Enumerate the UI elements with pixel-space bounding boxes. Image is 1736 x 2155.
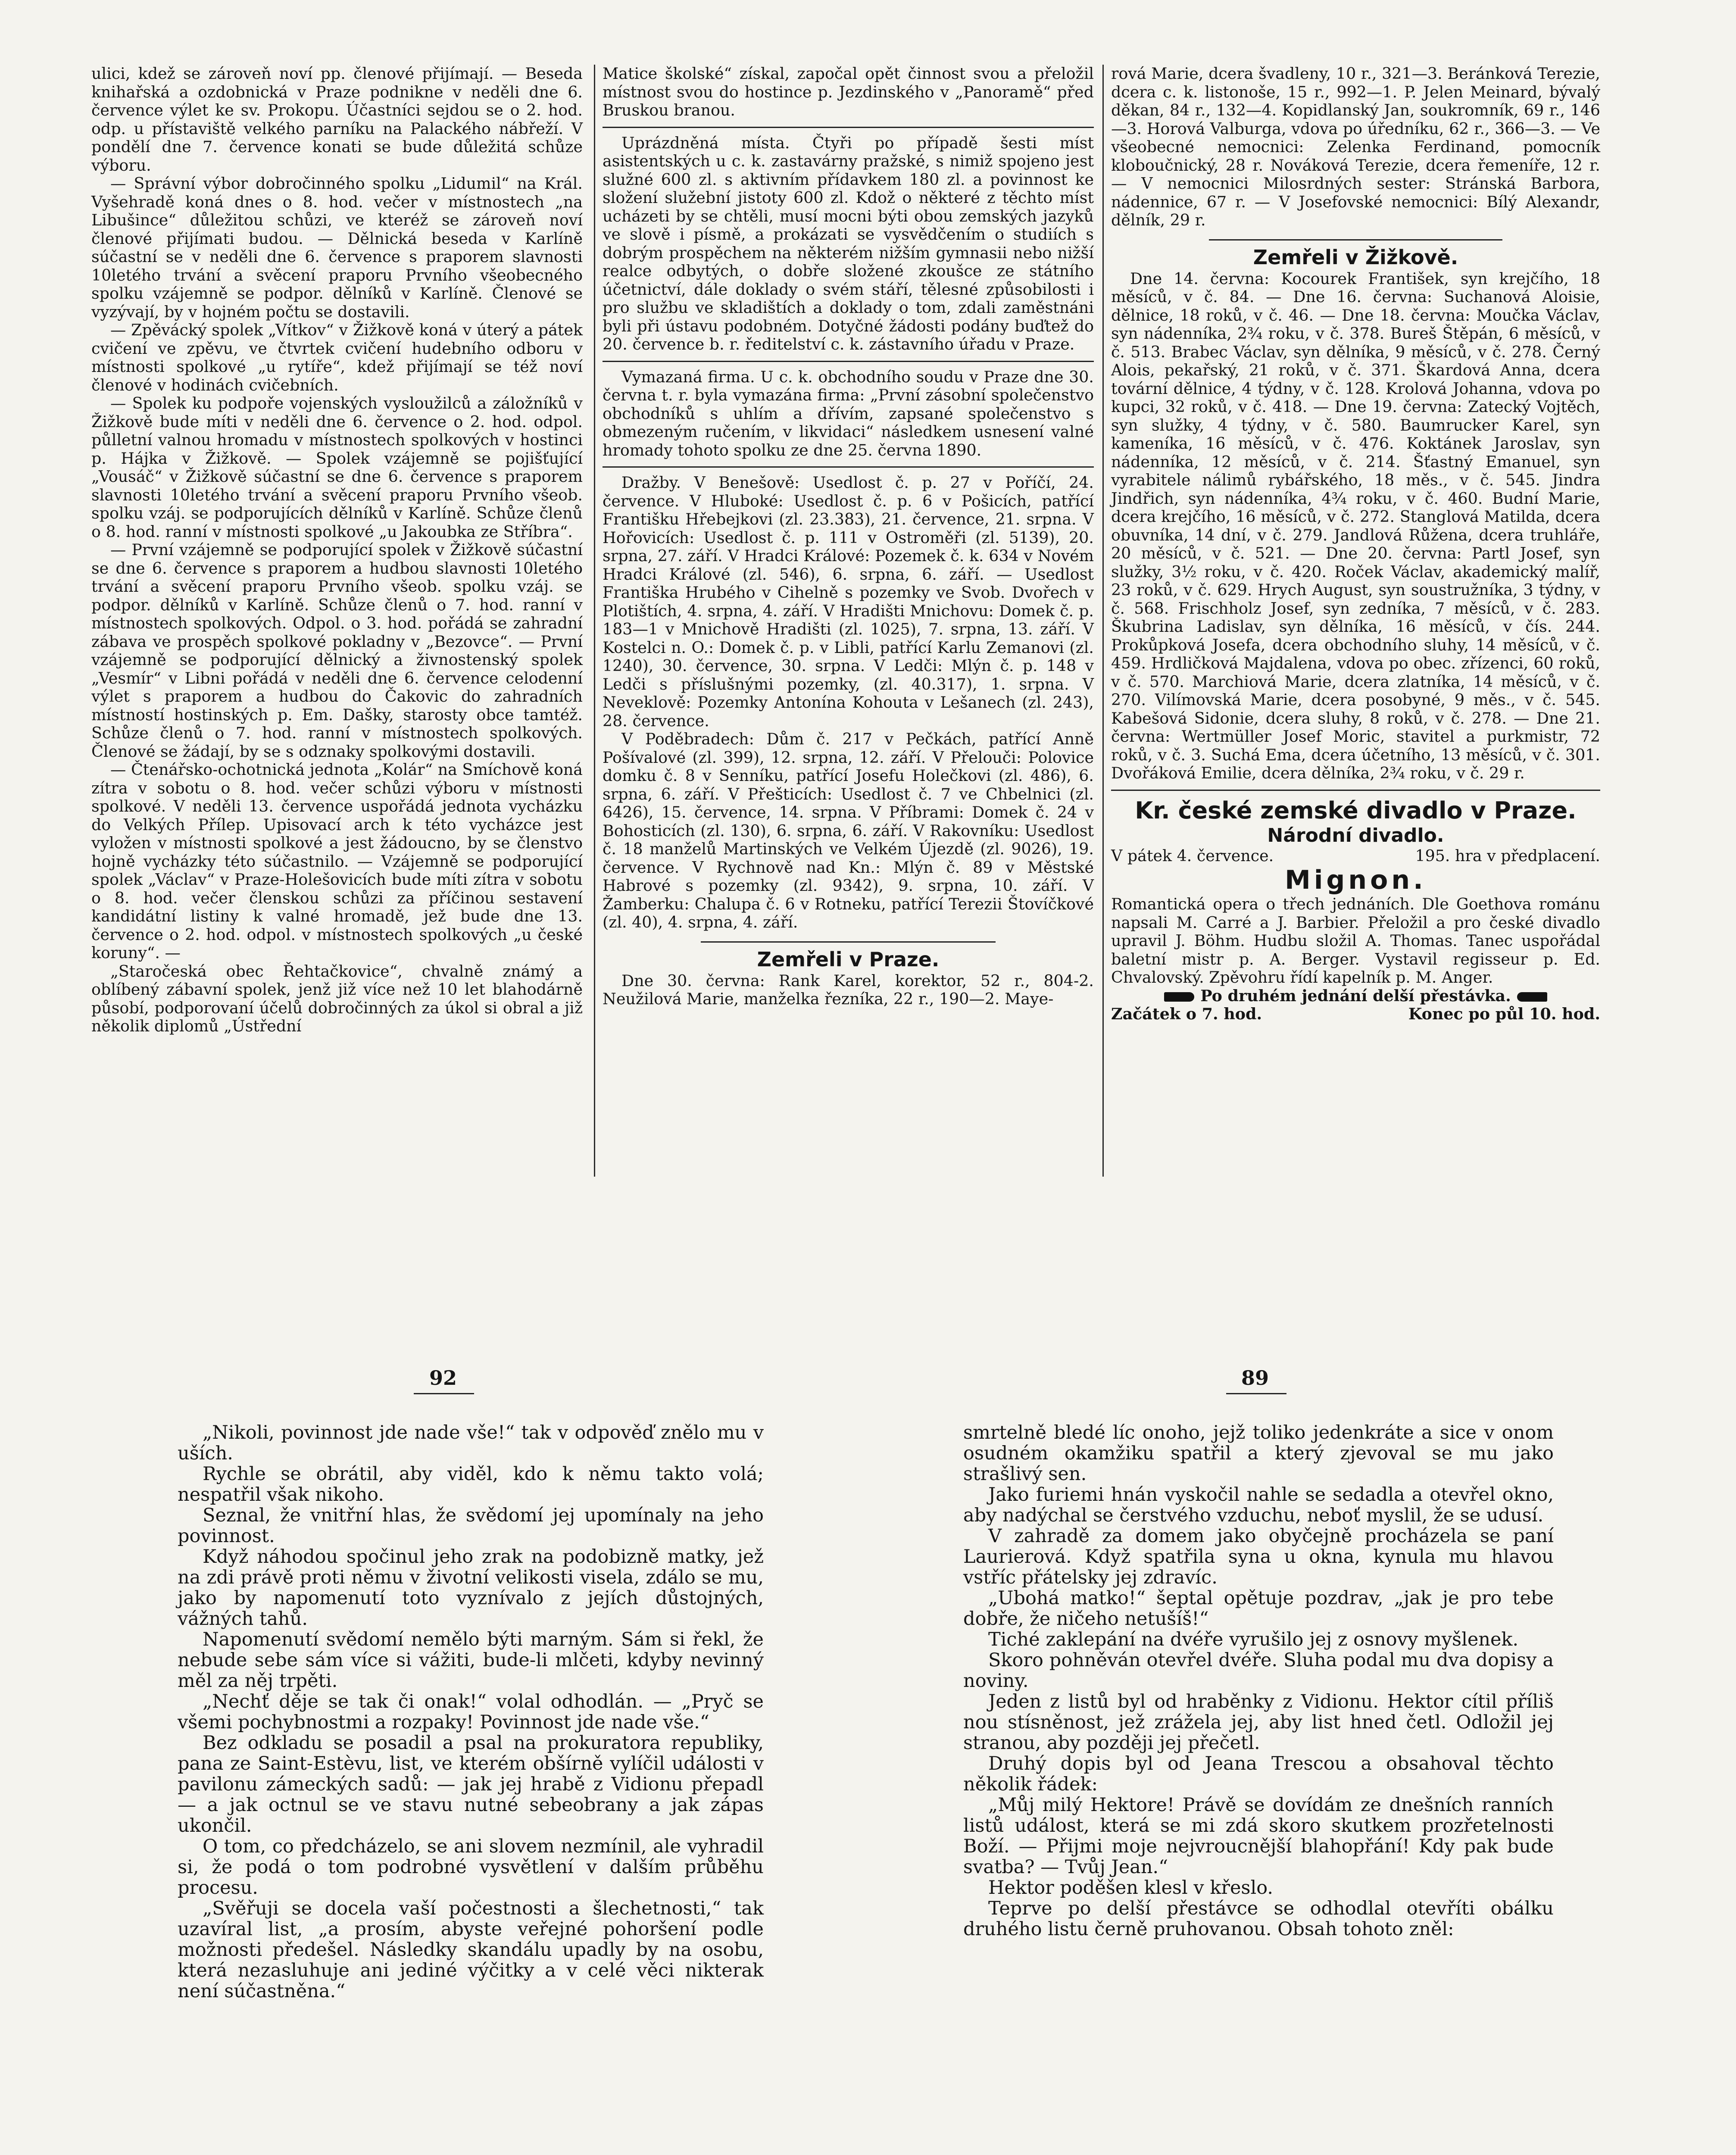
- news-paragraph: „Staročeská obec Řehtačkovice“, chvalně známý a oblíbený zábavní spolek, jenž již více než 10 let blahodárně působí, podporovaní účelů dobročinných za úkol si obral a již několik diplomů „Ústřední: [91, 962, 583, 1035]
- deaths-zizkov-list: Dne 14. června: Kocourek František, syn krejčího, 18 měsíců, v č. 84. — Dne 16. června: Suchanová Aloisie, dělnice, 18 roků, v č. 46. — Dne 18. června: Moučka Václav, syn nádenníka, 2¾ roku, v č. 378. Bureš Štěpán, 6 měsíců, v č. 513. Brabec Václav, syn dělníka, 9 měsíců, v č. 278. Černý Alois, pekařský, 21 roků, v č. 371. Škardová Anna, dcera tovární dělnice, 4 týdny, v č. 128. Krolová Johanna, vdova po kupci, 32 roků, v č. 418. — Dne 19. června: Zatecký Vojtěch, syn služky, 4 týdny, v č. 580. Baumrucker Karel, syn kameníka, 16 měsíců, v č. 476. Koktánek Jaroslav, syn nádenníka, 12 měsíců, v č. 214. Šťastný Emanuel, syn vyrabitele nálimů rybářského, 18 měs., v č. 545. Jindra Jindřich, syn nádenníka, 4¾ roku, v č. 460. Budní Marie, dcera krejčího, 16 měsíců, v č. 272. Stanglová Matilda, dcera obuvníka, 14 dní, v č. 279. Jandlová Růžena, dcera truhláře, 20 měsíců, v č. 521. — Dne 20. června: Partl Josef, syn služky, 3½ roku, v č. 420. Roček Václav, akademický malíř, 23 roků, v č. 629. Hrych August, syn soustružníka, 3 týdny, v č. 568. Frischholz Josef, syn zedníka, 7 měsíců, v č. 283. Škubrina Ladislav, syn dělníka, 16 měsíců, v čís. 244. Prokůpková Josefa, dcera obchodního sluhy, 14 měsíců, v č. 459. Hrdličková Majdalena, vdova po obec. zřízenci, 60 roků, v č. 570. Marchiová Marie, dcera zlatníka, 14 měsíců, v č. 270. Vilímovská Marie, dcera posobyné, 9 měs., v č. 545. Kabešová Sidonie, dcera sluhy, 8 roků, v č. 278. — Dne 21. června: Wertmüller Josef Moric, stavitel a purkmistr, 72 roků, v č. 3. Suchá Ema, dcera účetního, 13 měsíců, v č. 301. Dvořáková Emilie, dcera dělníka, 2¾ roku, v č. 29 r.: [1111, 269, 1600, 782]
- novel-paragraph: Bez odkladu se posadil a psal na prokuratora republiky, pana ze Saint-Estèvu, list, ve kterém obšírně vylíčil události v pavilonu zámeckých sadů: — jak jej hrabě z Vidionu přepadl — a jak octnul se ve stavu nutné sebeobrany a jak zápas ukončil.: [178, 1732, 764, 1836]
- novel-paragraph: Tiché zaklepání na dvéře vyrušilo jej z osnovy myšlenek.: [988, 1629, 1519, 1650]
- deaths-zizkov-heading: Zemřeli v Žižkově.: [1253, 245, 1458, 269]
- section-rule: [1111, 790, 1600, 791]
- novel-paragraph: „Svěřuji se docela vaší počestnosti a šlechetnosti,“ tak uzavíral list, „a prosím, abyste veřejné pohoršení podle možnosti předešel. Následky skandálu upadly by na osobu, která nezasluhuje ani jediné výčitky a v celé věci nikterak není súčastněna.“: [178, 1898, 764, 2002]
- novel-paragraph: „Ubohá matko!“ šeptal opětuje pozdrav, „jak je pro tebe dobře, že ničeho netušíš!“: [963, 1587, 1554, 1630]
- theatre-times-row: [1111, 1005, 1600, 1024]
- novel-paragraph: Rychle se obrátil, aby viděl, kdo k němu takto volá; nespatřil však nikoho.: [178, 1463, 764, 1505]
- novel-page-right: [963, 1422, 1554, 1940]
- section-rule: [1209, 239, 1502, 240]
- novel-paragraph: „Nikoli, povinnost jde nade vše!“ tak v odpověď znělo mu v uších.: [178, 1422, 764, 1464]
- novel-paragraph: V zahradě za domem jako obyčejně procházela se paní Laurierová. Když spatřila syna u okna, kynula mu hlavou vstříc přátelsky jej zdravíc.: [963, 1525, 1554, 1588]
- theatre-date-row: [1111, 847, 1600, 865]
- novel-paragraph: Skoro pohněván otevřel dvéře. Sluha podal mu dva dopisy a noviny.: [963, 1649, 1554, 1692]
- auctions-notice: V Poděbradech: Dům č. 217 v Pečkách, patřící Anně Pošívalové (zl. 399), 12. srpna, 12. září. V Přelouči: Polovice domku č. 8 v Senníku, patřící Josefu Holečkovi (zl. 486), 6. srpna, 6. září. V Přešticích: Usedlost č. 7 ve Chbelnici (zl. 6426), 15. července, 14. srpna. V Příbrami: Domek č. 24 v Bohosticích (zl. 130), 6. srpna, 6. září. V Rakovníku: Usedlost č. 18 manželů Martinských ve Velkém Újezdě (zl. 9026), 19. července. V Rychnově nad Kn.: Mlýn č. 89 v Městské Habrové s pozemky (zl. 9342), 9. srpna, 10. září. V Žamberku: Chalupa č. 6 v Rotneku, patřící Terezii Štovíčkové (zl. 40), 4. srpna, 4. září.: [603, 730, 1094, 931]
- news-column-2: [603, 65, 1094, 1009]
- page-number-rule: [414, 1393, 474, 1394]
- news-paragraph: — První vzájemně se podporující spolek v Žižkově súčastní se dne 6. července s praporem a hudbou slavnosti 10letého trvání a svěcení praporu Prvního všeob. spolku vzáj. se podpor. dělníků v Karlíně. Schůze členů o 7. hod. ranní v místnostech spolkových. Odpol. o 3. hod. pořádá se zahradní zábava ve prospěch spolkové pokladny v „Bezovce“. — První vzájemně se podporující dělnický a živnostenský spolek „Vesmír“ v Libni pořádá v neděli dne 6. července celodenní výlet s praporem a hudbou do Čakovic do zahradních místností hostinských p. Em. Dašky, starosty obce tamtéž. Schůze členů o 7. hod. ranní v místnostech spolkových. Členové se žádají, by se s odznaky spolkovými dostavili.: [91, 540, 583, 761]
- news-paragraph: — Čtenářsko-ochotnická jednota „Kolár“ na Smíchově koná zítra v sobotu o 8. hod. večer schůzi výboru v místnosti spolkové. V neděli 13. července uspořádá jednota vycházku do Velkých Přílep. Upisovací arch k této vycházce jest vyložen v místnosti spolkové a jest žádoucno, by se členstvo hojně vycházky této súčastnilo. — Vzájemně se podporující spolek „Václav“ v Praze-Holešovicích bude míti zítra v sobotu o 8. hod. večer členskou schůzi za příčinou sestavení kandidátní listiny k valné hromadě, jež bude dne 13. července o 2. hod. odpol. v místnostech spolkových „u české koruny“. —: [91, 760, 583, 962]
- theatre-heading: Kr. české zemské divadlo v Praze.: [1135, 796, 1577, 824]
- novel-paragraph: Hektor poděšen klesl v křeslo.: [988, 1877, 1274, 1899]
- novel-paragraph: Když náhodou spočinul jeho zrak na podobizně matky, jež na zdi právě proti němu v životní velikosti visela, zdálo se mu, jako by napomenutí toto vyznívalo z jejích důstojných, vážných tahů.: [178, 1546, 764, 1630]
- news-paragraph: — Zpěvácký spolek „Vítkov“ v Žižkově koná v úterý a pátek cvičení ve zpěvu, ve čtvrtek cvičení hudebního odboru v místnosti spolkové „u rytíře“, kdež přijímají se též noví členové v hodinách cvičebních.: [91, 321, 583, 394]
- theatre-start: Začátek o 7. hod.: [1111, 1005, 1262, 1023]
- column-rule-1: [594, 65, 595, 1177]
- theatre-date: V pátek 4. července.: [1111, 846, 1274, 865]
- news-paragraph: ulici, kdež se zároveň noví pp. členové přijímají. — Beseda knihařská a ozdobnická v Praze podnikne v neděli dne 6. července výlet ke sv. Prokopu. Účastníci sejdou se o 2. hod. odp. u přístaviště velkého parníku na Palackého nábřeží. V pondělí dne 7. července konati se bude důležitá schůze výboru.: [91, 64, 583, 175]
- theatre-title: Mignon.: [1285, 865, 1427, 895]
- theatre-description: Romantická opera o třech jednáních. Dle Goethova románu napsali M. Carré a J. Barbier. Přeložil a pro české divadlo upravil J. Böhm. Hudbu složil A. Thomas. Tanec uspořádal baletní mistr p. A. Berger. Vystavil regisseur p. Ed. Chvalovský. Zpěvohru řídí kapelník p. M. Anger.: [1111, 895, 1600, 987]
- novel-paragraph: smrtelně bledé líc onoho, jejž toliko jedenkráte a sice v onom osudném okamžiku spatřil a který zjevoval se mu jako strašlivý sen.: [963, 1422, 1554, 1485]
- novel-paragraph: Teprve po delší přestávce se odhodlal otevříti obálku druhého listu černě pruhovanou. Obsah tohoto zněl:: [963, 1898, 1554, 1940]
- novel-paragraph: Napomenutí svědomí nemělo býti marným. Sám si řekl, že nebude sebe sám více si vážiti, bude-li mlčeti, kdyby nevinný měl za něj trpěti.: [178, 1629, 764, 1692]
- deaths-prague-heading: Zemřeli v Praze.: [757, 947, 940, 971]
- section-rule: [603, 466, 1094, 468]
- section-rule: [603, 361, 1094, 362]
- pointing-hand-icon: [1517, 992, 1547, 1002]
- novel-paragraph: Druhý dopis byl od Jeana Trescou a obsahoval těchto několik řádek:: [963, 1753, 1554, 1795]
- novel-page-left: [178, 1422, 764, 2002]
- novel-paragraph: „Nechť děje se tak či onak!“ volal odhodlán. — „Pryč se všemi pochybnostmi a rozpaky! Povinnost jde nade vše.“: [178, 1691, 764, 1733]
- novel-paragraph: Seznal, že vnitřní hlas, že svědomí jej upomínaly na jeho povinnost.: [178, 1505, 764, 1547]
- theatre-subscription: 195. hra v předplacení.: [1415, 846, 1600, 865]
- news-column-3: [1111, 65, 1600, 1024]
- vacancies-notice: Uprázdněná místa. Čtyři po případě šesti míst asistentských u c. k. zastavárny pražské, s nimiž spojeno jest služné 600 zl. s aktivním přídavkem 180 zl. a povinnost ke složení služební jistoty 600 zl. Kdož o některé z těchto míst ucházeti by se chtěli, musí mocni býti obou zemských jazyků ve slově i písmě, a prokázati se vysvědčením o studiích s dobrým prospěchem na některém nižším gymnasii nebo nižší realce odbytých, o dobře složené zkoušce ze státního účetnictví, dále doklady o svém stáří, tělesné způsobilosti i pro službu ve skladištích a doklady o tom, zdali zaměstnáni byli při ústavu podobném. Dotyčné žádosti podány buďtež do 20. července b. r. ředitelství c. k. zástavního úřadu v Praze.: [603, 133, 1094, 353]
- news-column-1: [91, 65, 583, 1036]
- news-paragraph: — Spolek ku podpoře vojenských vysloužilců a záložníků v Žižkově bude míti v neděli dne 6. července o 2. hod. odpol. půlletní valnou hromadu v místnostech spolkových v hostinci p. Hájka v Žižkově. — Spolek vzájemně se pojišťující „Vousáč“ v Žižkově súčastní se dne 6. července s praporem slavnosti 10letého trvání a svěcení praporu Prvního všeob. spolku vzáj. se podporujících dělníků v Karlíně. Schůze členů o 8. hod. ranní v místnosti spolkové „u Jakoubka ze Stříbra“.: [91, 394, 583, 541]
- novel-paragraph: Jako furiemi hnán vyskočil nahle se sedadla a otevřel okno, aby nadýchal se čerstvého vzduchu, neboť myslil, že se udusí.: [963, 1484, 1554, 1526]
- theatre-interval: [1111, 987, 1600, 1006]
- deleted-firm-notice: Vymazaná firma. U c. k. obchodního soudu v Praze dne 30. června t. r. byla vymazána firma: „První zásobní společenstvo obchodníků s uhlím a dřívím, zapsané společenstvo s obmezeným ručením, v likvidaci“ následkem usnesení valné hromady tohoto spolku ze dne 25. června 1890.: [603, 367, 1094, 459]
- news-paragraph: — Správní výbor dobročinného spolku „Lidumil“ na Král. Vyšehradě koná dnes o 8. hod. večer v místnostech „na Libušince“ důležitou schůzi, ve kteréž se zároveň noví členové přijímati budou. — Dělnická beseda v Karlíně súčastní se v neděli dne 6. července s praporem slavnosti 10letého trvání a svěcení praporu Prvního všeobecného spolku vzájemně se podpor. dělníků v Karlíně. Členové se vyzývají, by v hojném počtu se dostavili.: [91, 174, 583, 321]
- section-rule: [701, 941, 996, 943]
- novel-paragraph: Jeden z listů byl od hraběnky z Vidionu. Hektor cítil příliš nou stísněnost, jež zrážela jej, aby list hned četl. Odložil jej stranou, aby později jej přečetl.: [963, 1691, 1554, 1754]
- novel-paragraph: O tom, co předcházelo, se ani slovem nezmínil, ale vyhradil si, že podá o tom podrobné vysvětlení v dalším průběhu procesu.: [178, 1836, 764, 1899]
- auctions-notice: Dražby. V Benešově: Usedlost č. p. 27 v Poříčí, 24. července. V Hluboké: Usedlost č. p. 6 v Pošicích, patřící Františku Hřebejkovi (zl. 23.383), 21. července, 21. srpna. V Hořovicích: Usedlost č. p. 111 v Ostroměři (zl. 5139), 20. srpna, 27. září. V Hradci Králové: Pozemek č. k. 634 v Novém Hradci Králové (zl. 546), 6. srpna, 6. září. — Usedlost Františka Hrubého v Cihelně s pozemky ve Svob. Dvořech v Plotištích, 4. srpna, 4. září. V Hradišti Mnichovu: Domek č. p. 183—1 v Mnichově Hradišti (zl. 1025), 7. srpna, 13. září. V Kostelci n. O.: Domek č. p. v Libli, patřící Karlu Zemanovi (zl. 1240), 30. července, 30. srpna. V Ledči: Mlýn č. p. 148 v Ledči s příslušnými pozemky, (zl. 40.317), 1. srpna. V Neveklově: Pozemky Antonína Kohouta v Lešanech (zl. 243), 28. července.: [603, 473, 1094, 730]
- news-paragraph: rová Marie, dcera švadleny, 10 r., 321—3. Beránková Terezie, dcera c. k. listonoše, 15 r., 992—1. P. Jelen Meinard, bývalý děkan, 84 r., 132—4. Kopidlanský Jan, soukromník, 69 r., 146—3. Horová Valburga, vdova po úředníku, 62 r., 366—3. — Ve všeobecné nemocnici: Zelenka Ferdinand, pomocník kloboučnický, 28 r. Nováková Terezie, dcera řemeníře, 12 r. — V nemocnici Milosrdných sester: Stránská Barbora, nádennice, 67 r. — V Josefovské nemocnici: Bílý Alexandr, dělník, 29 r.: [1111, 64, 1600, 229]
- theatre-interval-text: Po druhém jednání delší přestávka.: [1200, 986, 1511, 1005]
- pointing-hand-icon: [1164, 992, 1194, 1002]
- theatre-subheading: Národní divadlo.: [1267, 824, 1444, 846]
- novel-paragraph: „Můj milý Hektore! Právě se dovídám ze dnešních ranních listů událost, která se mi zdá skoro skutkem prozřetelnosti Boží. — Přijmi moje nejvroucnější blahopřání! Kdy pak bude svatba? — Tvůj Jean.“: [963, 1794, 1554, 1878]
- page-number-right: 89: [1241, 1366, 1269, 1390]
- theatre-end: Konec po půl 10. hod.: [1408, 1005, 1600, 1023]
- page-number-left: 92: [429, 1366, 457, 1390]
- column-rule-2: [1102, 65, 1104, 1177]
- section-rule: [603, 127, 1094, 128]
- news-paragraph: Matice školské“ získal, započal opět činnost svou a přeložil místnost svou do hostince p. Jezdinského v „Panoramě“ před Bruskou branou.: [603, 64, 1094, 119]
- page-number-rule: [1226, 1393, 1286, 1394]
- deaths-prague-list: Dne 30. června: Rank Karel, korektor, 52 r., 804-2. Neužilová Marie, manželka řezníka, 22 r., 190—2. Maye-: [603, 971, 1094, 1008]
